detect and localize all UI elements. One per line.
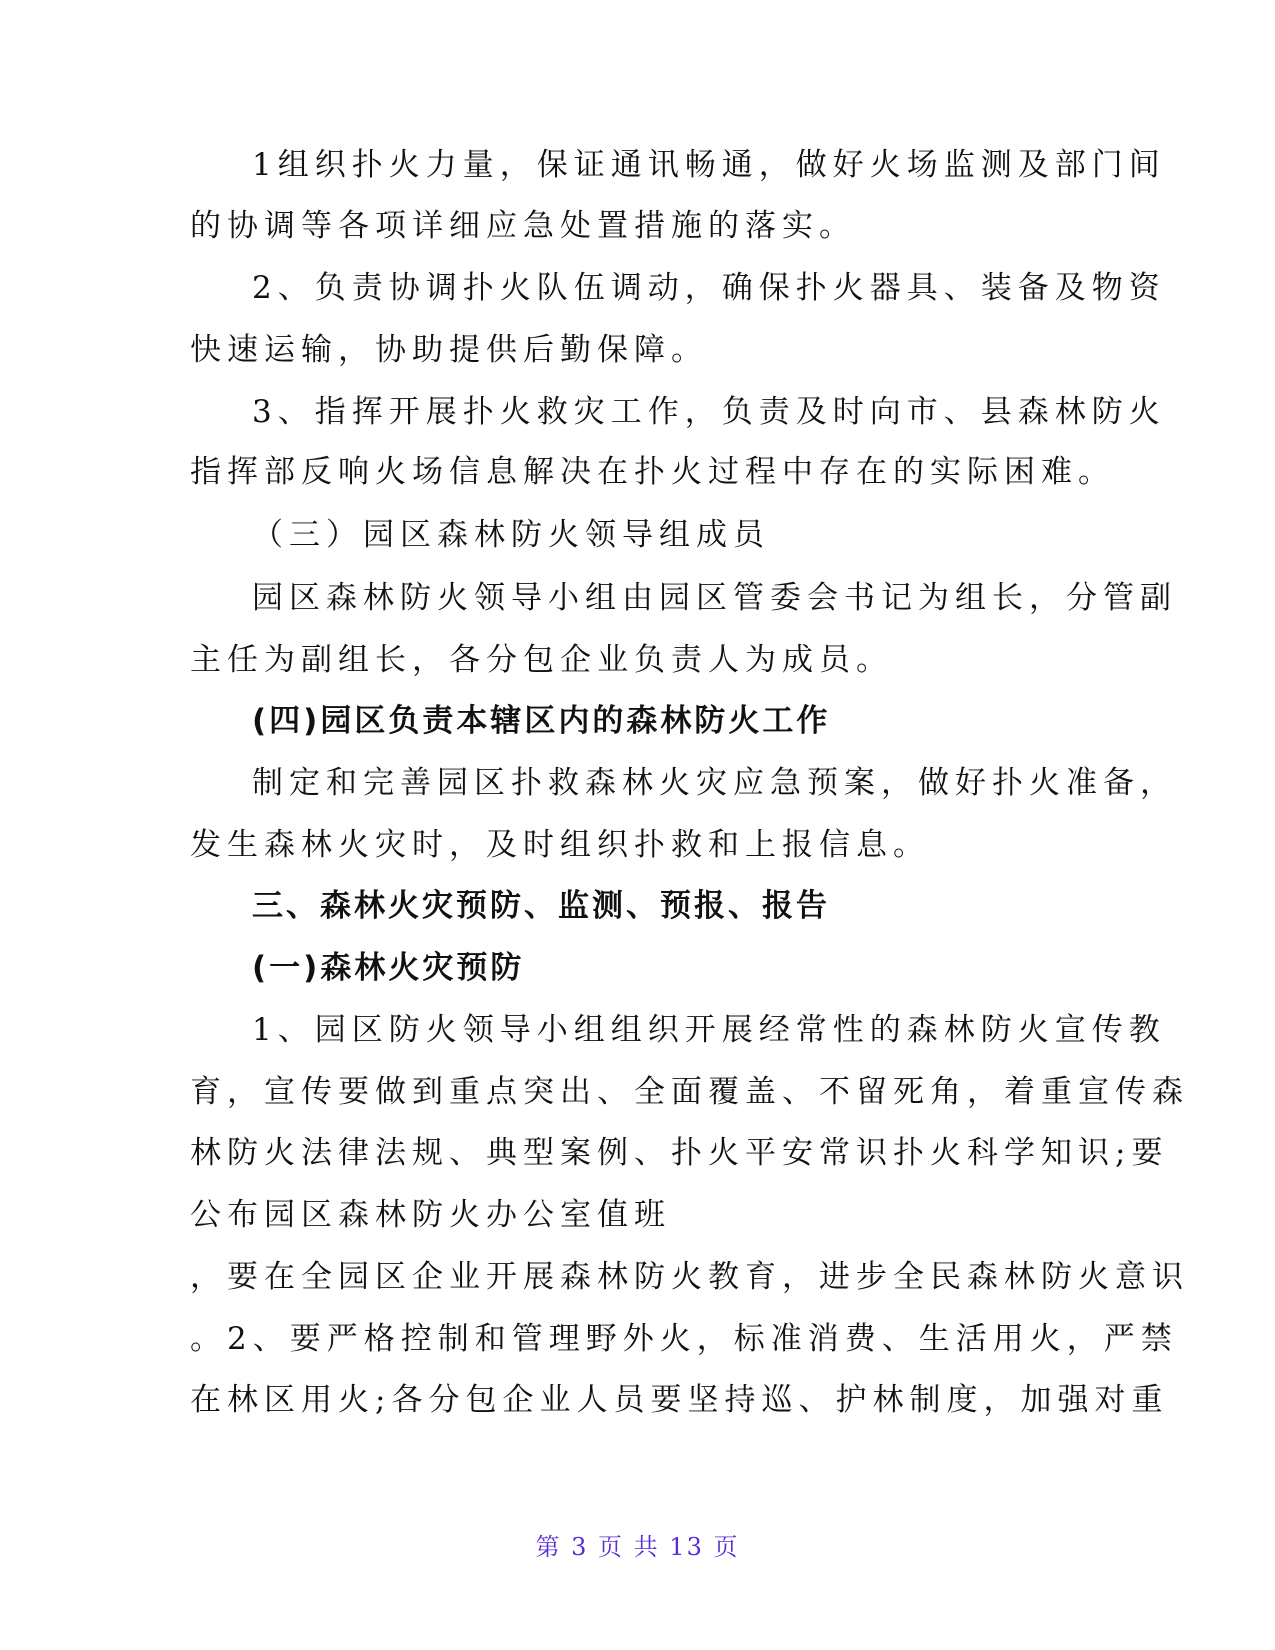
paragraph-5-line-2: 主任为副组长，各分包企业负责人为成员。 [190, 642, 893, 678]
paragraph-10-line-1: 1、园区防火领导小组组织开展经常性的森林防火宣传教 [252, 1012, 1166, 1048]
paragraph-3-line-1: 3、指挥开展扑火救灾工作，负责及时向市、县森林防火 [252, 394, 1166, 430]
section-heading-4: (四)园区负责本辖区内的森林防火工作 [252, 703, 831, 739]
section-heading-1: (一)森林火灾预防 [252, 950, 525, 986]
paragraph-10-line-4: 公布园区森林防火办公室值班 [190, 1197, 671, 1233]
paragraph-3-line-2: 指挥部反响火场信息解决在扑火过程中存在的实际困难。 [190, 454, 1115, 490]
paragraph-7-line-2: 发生森林火灾时，及时组织扑救和上报信息。 [190, 827, 930, 863]
paragraph-5-line-1: 园区森林防火领导小组由园区管委会书记为组长，分管副 [252, 580, 1177, 616]
paragraph-1-line-2: 的协调等各项详细应急处置措施的落实。 [190, 208, 856, 244]
paragraph-10-line-7: 在林区用火;各分包企业人员要坚持巡、护林制度，加强对重 [190, 1382, 1169, 1418]
paragraph-10-line-5: ，要在全园区企业开展森林防火教育，进步全民森林防火意识 [190, 1259, 1189, 1295]
paragraph-2-line-1: 2、负责协调扑火队伍调动，确保扑火器具、装备及物资 [252, 270, 1166, 306]
section-heading-3: （三）园区森林防火领导组成员 [252, 517, 770, 553]
paragraph-7-line-1: 制定和完善园区扑救森林火灾应急预案，做好扑火准备， [252, 765, 1177, 801]
paragraph-2-line-2: 快速运输，协助提供后勤保障。 [190, 332, 708, 368]
paragraph-10-line-6: 。2、要严格控制和管理野外火，标准消费、生活用火，严禁 [190, 1321, 1178, 1357]
paragraph-10-line-2: 育，宣传要做到重点突出、全面覆盖、不留死角，着重宣传森 [190, 1074, 1189, 1110]
paragraph-1-line-1: 1组织扑火力量，保证通讯畅通，做好火场监测及部门间 [252, 147, 1166, 183]
page-number-footer: 第 3 页 共 13 页 [535, 1533, 740, 1561]
chapter-heading-3: 三、森林火灾预防、监测、预报、报告 [252, 888, 830, 924]
paragraph-10-line-3: 林防火法律法规、典型案例、扑火平安常识扑火科学知识;要 [190, 1135, 1169, 1171]
